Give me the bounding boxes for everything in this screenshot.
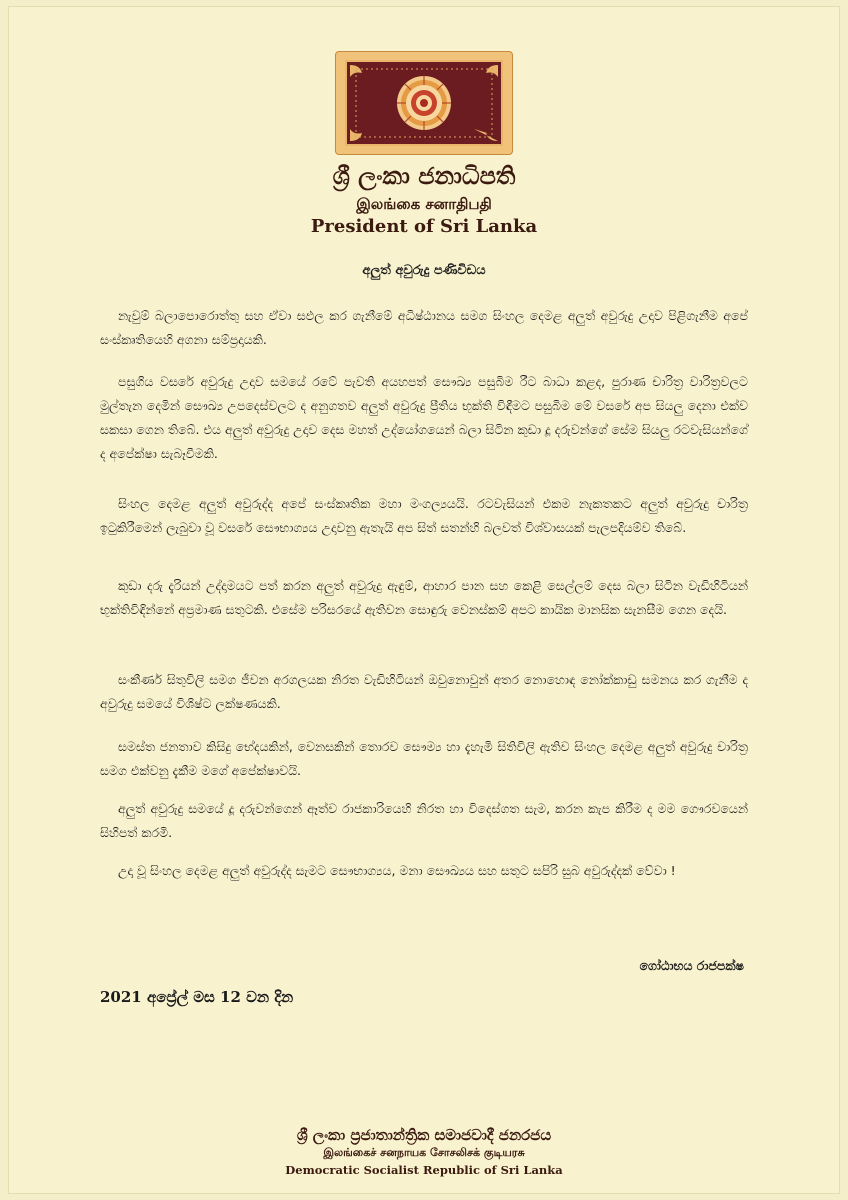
paragraph-7: අලුත් අවුරුදු සමයේ දූ දරුවන්ගෙන් ඈත්ව රාජකාරියෙහි නිරත හා විදෙස්ගත සැම, කරන කැප කිරීම ද මම ගෞරවයෙන් සිහිපත් කරමි. [100, 801, 748, 840]
paragraph-2: පසුගිය වසරේ අවුරුදු උදාව සමයේ රටේ පැවති අයහපත් සෞඛ්‍ය පසුබිම රීට බාධා කළද, පුරාණ චාරිත්‍ර වාරිත්‍රවලට මුල්තැන දෙමින් සෞඛ්‍ය උපදෙස්වලට ද අනුගතව අලුත් අවුරුදු ප්‍රීතිය භුක්ති විඳීමට පසුබිම මේ වසරේ අප සියලු දෙනා එක්ව සකසා ගෙන තිබේ. එය අලුත් අවුරුදු උදාව දෙස මහත් උද්යෝගයෙන් බලා සිටින කුඩා දූ දරුවන්ගේ සේම සියලු රටවැසියන්ගේ ද අපේක්ෂා සැබෑවීමකි. [100, 374, 748, 461]
footer-sinhala: ශ්‍රී ලංකා ප්‍රජාතාන්ත්‍රික සමාජවාදී ජනරජය [296, 1126, 552, 1144]
header-title-sinhala: ශ්‍රී ලංකා ජනාධිපති [332, 162, 516, 190]
paragraph-4: කුඩා දරු දැරියන් උද්දාමයට පත් කරන අලුත් අවුරුදු ඇඳුම්, ආහාර පාන සහ කෙළි සෙල්ලම් දෙස බලා සිටින වැඩිහිටියන් භුක්තිවිඳින්නේ අප්‍රමාණ සතුටකි. එසේම පරිසරයේ ඇතිවන සොඳුරු වෙනස්කම් අපට කායික මානසික සැනසීම ගෙන දෙයි. [100, 578, 748, 617]
message-title: අලුත් අවුරුදු පණිවිඩය [362, 263, 486, 278]
letter-date: 2021 අප්‍රේල් මස 12 වන දින [100, 988, 294, 1006]
paragraph-8: උදා වූ සිංහල දෙමළ අලුත් අවුරුද්ද සැමට සෞභාග්‍යය, මනා සෞඛ්‍යය සහ සතුට සපිරි සුබ අවුරුද්දක් වේවා ! [118, 863, 676, 878]
footer-english: Democratic Socialist Republic of Sri Lanka [285, 1163, 563, 1177]
presidential-flag-emblem-icon [336, 52, 512, 154]
header-title-tamil: இலங்கை சனாதிபதி [356, 195, 492, 213]
header-title-english: President of Sri Lanka [310, 216, 538, 237]
paragraph-6: සමස්ත ජනතාව කිසිදු භේදයකින්, වෙනසකින් තොරව සෞම්‍ය හා දැහැමි සිතිවිලි ඇතිව සිංහල දෙමළ අලුත් අවුරුදු චාරිත්‍ර සමග එක්වනු දැකීම මගේ අපේක්ෂාවයි. [100, 739, 748, 778]
paragraph-3: සිංහල දෙමළ අලුත් අවුරුද්ද අපේ සංස්කෘතික මහා මංගල්‍යයයි. රටවැසියන් එකම නැකතකට අලුත් අවුරුදු චාරිත්‍ර ඉටුකිරීමෙන් ලැබුවා වූ වසරේ සෞභාග්‍යය උදාවනු ඇතැයි අප සිත් සතන්හි බලවත් විශ්වාසයක් පැලපදියම්ව තිබේ. [100, 496, 748, 535]
signatory-name: ගෝඨාභය රාජපක්ෂ [639, 958, 744, 973]
paragraph-1: නැවුම් බලාපොරොත්තු සහ ඒවා සඵල කර ගැනීමේ අධිෂ්ඨානය සමග සිංහල දෙමළ අලුත් අවුරුදු උදාව පිළිගැනීම අපේ සංස්කෘතියෙහි අගනා සම්ප්‍රදායකි. [100, 308, 748, 347]
presidential-emblem [336, 52, 512, 154]
paragraph-5: සංකීර්ණ සිතුවිලි සමග ජීවන අරගලයක නිරත වැඩිහිටියන් ඔවුනොවුන් අතර නොහොඳ නෝක්කාඩු සමනය කර ගැනීම ද අවුරුදු සමයේ විශිෂ්ට ලක්ෂණයකි. [100, 672, 748, 711]
footer-tamil: இலங்கைச் சனநாயக சோசலிசக் குடியரசு [323, 1146, 525, 1159]
